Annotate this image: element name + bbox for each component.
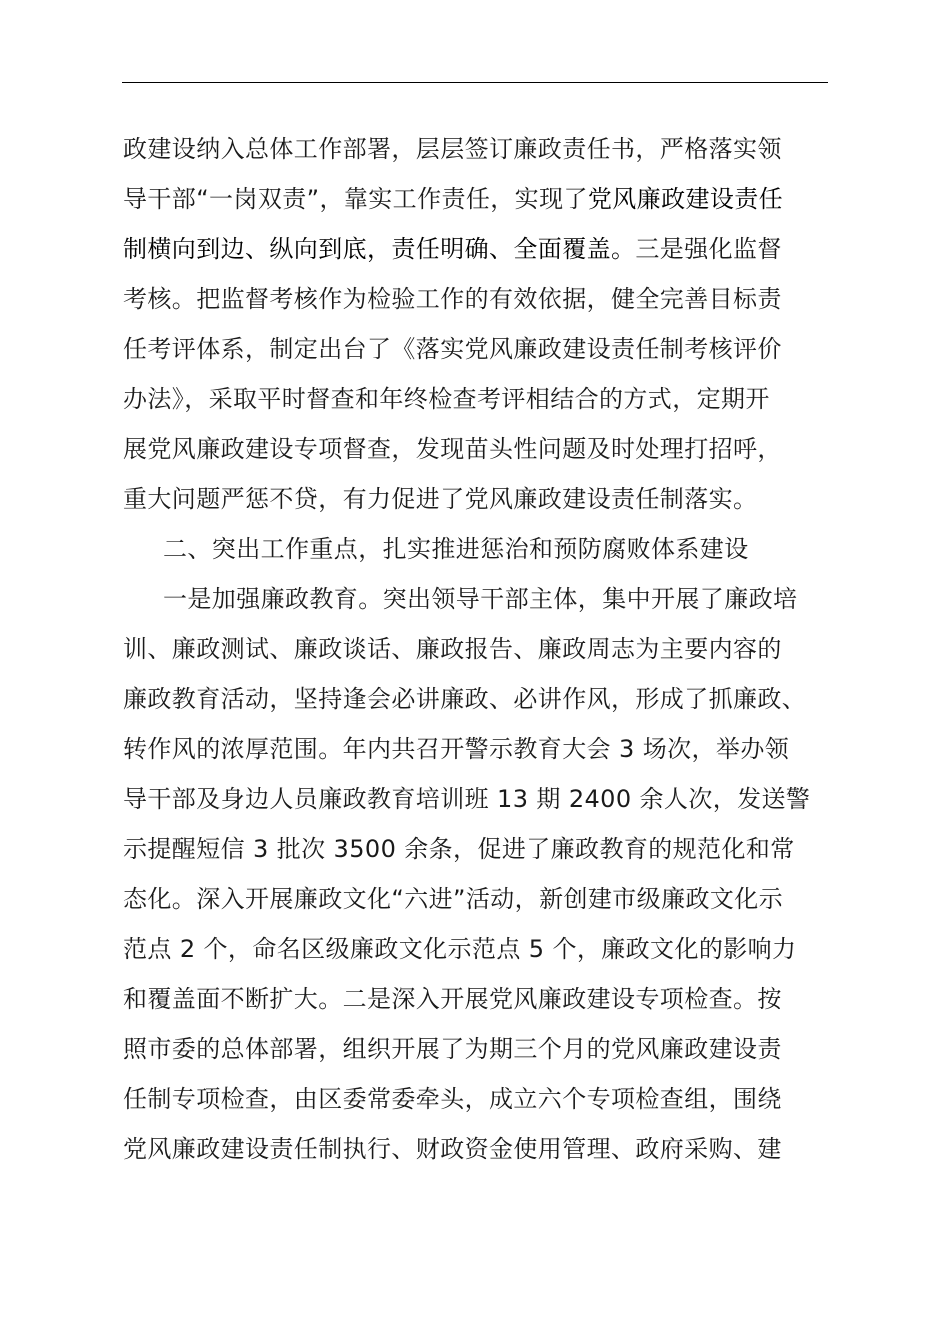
section-heading: 二、突出工作重点，扎实推进惩治和预防腐败体系建设 [163,535,749,563]
body-line: 导干部及身边人员廉政教育培训班 13 期 2400 余人次，发送警 [123,785,811,813]
body-line: 照市委的总体部署，组织开展了为期三个月的党风廉政建设责 [123,1035,782,1063]
paragraph-first-line: 一是加强廉政教育。突出领导干部主体，集中开展了廉政培 [163,585,798,613]
body-line: 廉政教育活动，坚持逢会必讲廉政、必讲作风，形成了抓廉政、 [123,685,807,713]
body-line: 转作风的浓厚范围。年内共召开警示教育大会 3 场次，举办领 [123,735,790,763]
body-line: 办法》，采取平时督查和年终检查考评相结合的方式，定期开 [123,385,770,413]
body-line [123,174,829,224]
body-line: 任制专项检查，由区委常委牵头，成立六个专项检查组，围绕 [123,1085,782,1113]
body-line: 示提醒短信 3 批次 3500 余条，促进了廉政教育的规范化和常 [123,835,795,863]
emphasized-text: 制横向到边、纵向到底，责任明确、全面覆盖。 [123,235,636,263]
body-line: 范点 2 个，命名区级廉政文化示范点 5 个，廉政文化的影响力 [123,935,797,963]
body-text: 导干部“一岗双责”，靠实工作责任，实现了 [123,185,588,213]
body-line: 政建设纳入总体工作部署，层层签订廉政责任书，严格落实领 [123,135,782,163]
document-body [123,124,829,1174]
body-line: 任考评体系，制定出台了《落实党风廉政建设责任制考核评价 [123,335,782,363]
body-line: 考核。把监督考核作为检验工作的有效依据，健全完善目标责 [123,285,782,313]
body-line: 态化。深入开展廉政文化“六进”活动，新创建市级廉政文化示 [123,885,784,913]
body-line: 展党风廉政建设专项督查，发现苗头性问题及时处理打招呼， [123,435,782,463]
body-line: 训、廉政测试、廉政谈话、廉政报告、廉政周志为主要内容的 [123,635,782,663]
header-rule [122,82,828,83]
body-line [123,224,829,274]
body-line: 和覆盖面不断扩大。二是深入开展党风廉政建设专项检查。按 [123,985,782,1013]
emphasized-text: 党风廉政建设责任 [587,185,784,213]
body-line: 重大问题严惩不贷，有力促进了党风廉政建设责任制落实。 [123,485,758,513]
body-line: 党风廉政建设责任制执行、财政资金使用管理、政府采购、建 [123,1135,782,1163]
body-text: 三是强化监督 [635,235,782,263]
